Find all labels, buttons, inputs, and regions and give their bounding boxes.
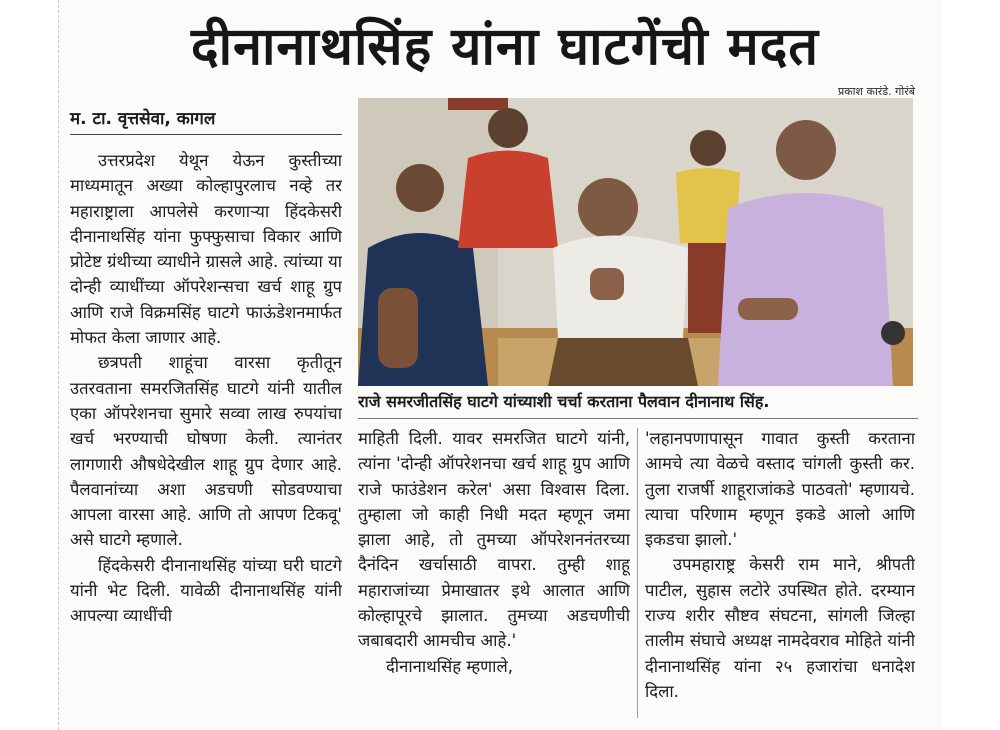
article-column-3 — [645, 426, 915, 720]
photo-caption: राजे समरजीतसिंह घाटगे यांच्याशी चर्चा करताना पैलवान दीनानाथ सिंह. — [358, 386, 918, 419]
paragraph: छत्रपती शाहूंचा वारसा कृतीतून उतरवताना समरजितसिंह घाटगे यांनी यातील एका ऑपरेशनचा सुमारे सव्वा लाख रुपयांचा खर्च भरण्याची घोषणा केली. त्यानंतर लागणारी औषधेदेखील शाहू ग्रुप देणार आहे. पैलवानांच्या अशा अडचणी सोडवण्याचा आपला वारसा आहे. आणि तो आपण टिकवू' असे घाटगे म्हणाले. — [70, 353, 342, 550]
photo-illustration — [358, 98, 913, 386]
article-column-2 — [358, 426, 630, 720]
paragraph: माहिती दिली. यावर समरजित घाटगे यांनी, त्यांना 'दोन्ही ऑपरेशनचा खर्च शाहू ग्रुप आणि राजे फाउंडेशन करेल' असा विश्वास दिला. तुम्हाला जो काही निधी मदत म्हणून जमा झाला आहे, तो तुमच्या ऑपरेशननंतरच्या दैनंदिन खर्चासाठी वापरा. तुम्ही शाहू महाराजांच्या प्रेमाखातर इथे आलात आणि कोल्हापूरचे झालात. तुमच्या अडचणीची जबाबदारी आमचीच आहे.' — [358, 429, 630, 651]
column-divider — [637, 428, 638, 718]
photo-credit: प्रकाश कारंडे. गोरंबे — [837, 85, 915, 98]
byline: म. टा. वृत्तसेवा, कागल — [70, 104, 342, 135]
paragraph: उत्तरप्रदेश येथून येऊन कुस्तीच्या माध्यमातून अख्या कोल्हापुरलाच नव्हे तर महाराष्ट्राला आपलेसे करणाऱ्या हिंदकेसरी दीनानाथसिंह यांना फुफ्फुसाचा विकार आणि प्रोटेष्ट ग्रंथीच्या व्याधीने ग्रासले आहे. त्यांच्या या दोन्ही व्याधींच्या ऑपरेशन्सचा खर्च शाहू ग्रुप आणि राजे विक्रमसिंह घाटगे फाऊंडेशनमार्फत मोफत केला जाणार आहे. — [70, 151, 342, 348]
news-photo — [358, 98, 913, 386]
paragraph: दीनानाथसिंह म्हणाले, — [386, 656, 513, 676]
headline: दीनानाथसिंह यांना घाटगेंची मदत — [191, 17, 819, 77]
article-column-1 — [70, 148, 342, 720]
paragraph: उपमहाराष्ट्र केसरी राम माने, श्रीपती पाटील, सुहास लटोरे उपस्थित होते. दरम्यान राज्य शरीर सौष्टव संघटना, सांगली जिल्हा तालीम संघाचे अध्यक्ष नामदेवराव मोहिते यांनी दीनानाथसिंह यांना २५ हजारांचा धनादेश दिला. — [645, 555, 915, 701]
paragraph: 'लहानपणापासून गावात कुस्ती करताना आमचे त्या वेळचे वस्ताद चांगली कुस्ती कर. तुला राजर्षी शाहूराजांकडे पाठवतो' म्हणायचे. त्याचा परिणाम म्हणून इकडे आलो आणि इकडचा झालो.' — [645, 429, 915, 550]
clipping-edge — [58, 0, 60, 730]
paragraph: हिंदकेसरी दीनानाथसिंह यांच्या घरी घाटगे यांनी भेट दिली. यावेळी दीनानाथसिंह यांनी आपल्या व्याधींची — [70, 555, 342, 626]
